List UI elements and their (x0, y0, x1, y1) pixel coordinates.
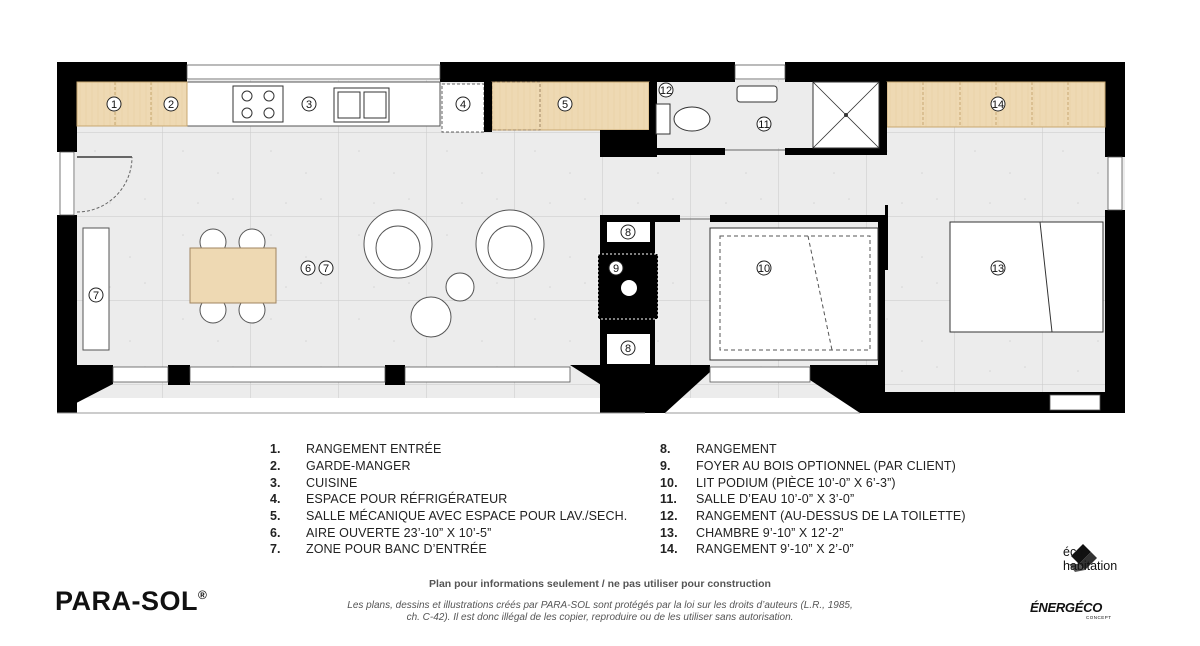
svg-text:12: 12 (659, 85, 673, 97)
legend-item: 8. RANGEMENT (660, 442, 777, 457)
legend-item: 1. RANGEMENT ENTRÉE (270, 442, 442, 457)
svg-text:8: 8 (624, 227, 632, 239)
svg-text:7: 7 (322, 263, 330, 275)
room-number (301, 261, 315, 275)
legend-item: 6. AIRE OUVERTE 23’-10” X 10’-5” (270, 525, 492, 540)
room-number (456, 97, 470, 111)
disclaimer-note: Plan pour informations seulement / ne pas utiliser pour construction (429, 578, 771, 590)
legend-item: 2. GARDE-MANGER (270, 459, 411, 474)
svg-text:13: 13 (991, 263, 1005, 275)
legend-item: 7. ZONE POUR BANC D’ENTRÉE (270, 542, 487, 557)
legend-item: 5. SALLE MÉCANIQUE AVEC ESPACE POUR LAV./SECH. (270, 509, 628, 524)
room-number (302, 97, 316, 111)
room-number (107, 97, 121, 111)
svg-text:10: 10 (757, 263, 771, 275)
copyright-notice (330, 600, 870, 624)
legend-right (660, 441, 966, 558)
room-number (621, 225, 635, 239)
svg-text:3: 3 (305, 99, 313, 111)
energeco-logo: ÉNERGÉCO (1030, 600, 1103, 615)
podium-bed (710, 228, 878, 360)
legend-left (270, 441, 627, 558)
legend-item: 10. LIT PODIUM (PIÈCE 10’-0” X 6’-3”) (660, 475, 896, 490)
legend-item: 12. RANGEMENT (AU-DESSUS DE LA TOILETTE) (660, 509, 966, 524)
svg-text:2: 2 (167, 99, 175, 111)
legend-item: 9. FOYER AU BOIS OPTIONNEL (PAR CLIENT) (660, 459, 956, 474)
svg-text:9: 9 (612, 263, 620, 275)
room-number (757, 261, 771, 275)
room-number (89, 288, 103, 302)
room-number (621, 341, 635, 355)
svg-text:5: 5 (561, 99, 569, 111)
room-number (991, 97, 1005, 111)
legend-item: 14. RANGEMENT 9’-10” X 2’-0” (660, 542, 854, 557)
svg-text:6: 6 (304, 263, 312, 275)
washroom (656, 82, 879, 148)
legend-item: 3. CUISINE (270, 475, 358, 490)
room-number (659, 83, 673, 97)
room-number (757, 117, 771, 131)
brand-name: PARA-SOL (55, 586, 198, 616)
room-number (991, 261, 1005, 275)
svg-text:1: 1 (110, 99, 118, 111)
room-number (164, 97, 178, 111)
brand-logo (55, 586, 207, 617)
registered-mark: ® (198, 588, 208, 602)
energeco-logo-sub: CONCEPT (1086, 615, 1112, 620)
bedroom-bed (950, 222, 1103, 332)
svg-text:4: 4 (459, 99, 467, 111)
room-number (319, 261, 333, 275)
svg-text:14: 14 (991, 99, 1005, 111)
eco-habitation-logo: éco habitation (1063, 545, 1118, 573)
room-number (609, 261, 623, 275)
wood-stove (621, 280, 637, 296)
copyright-line: Les plans, dessins et illustrations créés par PARA-SOL sont protégés par la loi sur les droits d’auteurs (L.R., 1985, (347, 600, 853, 611)
svg-text:8: 8 (624, 343, 632, 355)
svg-text:11: 11 (758, 119, 770, 131)
sink (334, 88, 389, 122)
svg-text:7: 7 (92, 290, 100, 302)
cooktop (233, 86, 283, 122)
legend-item: 4. ESPACE POUR RÉFRIGÉRATEUR (270, 492, 508, 507)
copyright-line: ch. C-42). Il est donc illégal de les copier, reproduire ou de les utiliser sans autorisation. (406, 612, 794, 623)
room-number (558, 97, 572, 111)
legend-item: 13. CHAMBRE 9’-10” X 12’-2” (660, 525, 844, 540)
legend-item: 11. SALLE D’EAU 10’-0” X 3’-0” (660, 492, 855, 507)
